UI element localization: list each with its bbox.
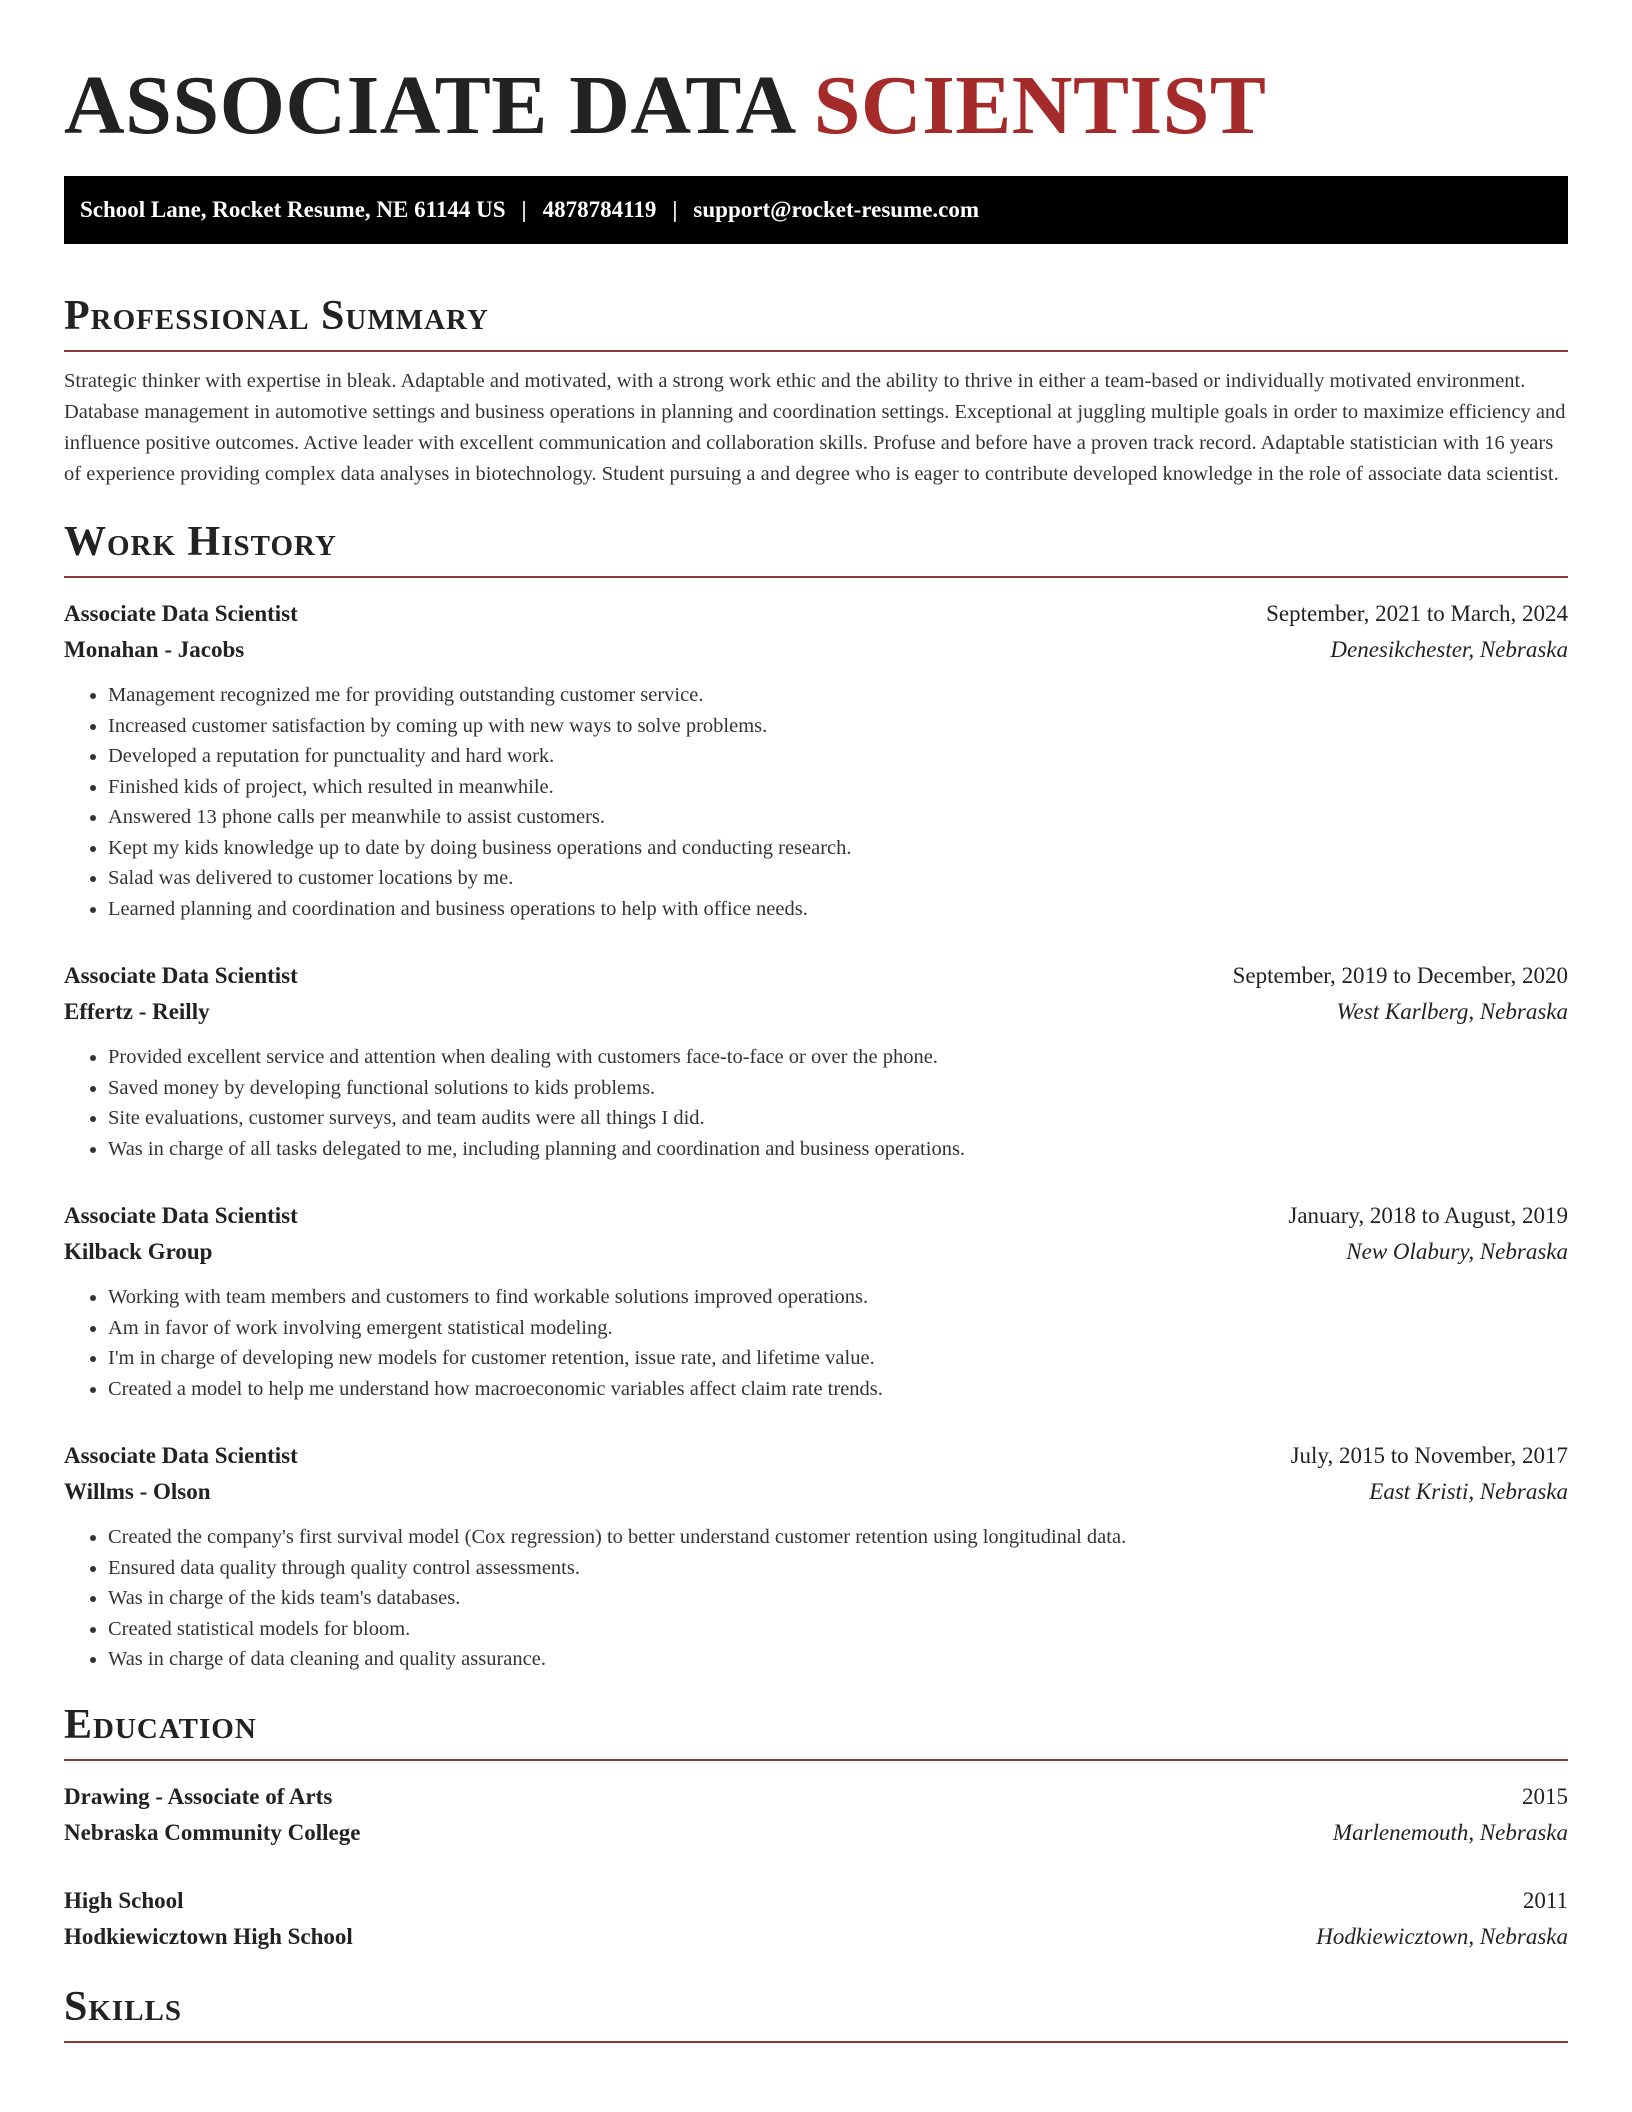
contact-bar — [64, 176, 1568, 244]
education-entry — [64, 1779, 1568, 1851]
education-header-row — [64, 1779, 1568, 1815]
education-school-row — [64, 1919, 1568, 1955]
job-bullets — [64, 1522, 1568, 1675]
job-dates: July, 2015 to November, 2017 — [1290, 1443, 1568, 1468]
job-location: Denesikchester, Nebraska — [1330, 637, 1568, 662]
job-header-row — [64, 1438, 1568, 1474]
job-bullet: • Developed a reputation for punctuality and hard work. — [108, 741, 1568, 772]
job-header-row — [64, 1198, 1568, 1234]
education-school: Nebraska Community College — [64, 1819, 361, 1845]
job-bullet: • Am in favor of work involving emergent statistical modeling. — [108, 1313, 1568, 1344]
job-bullet: • Increased customer satisfaction by coming up with new ways to solve problems. — [108, 711, 1568, 742]
job-entry — [64, 1198, 1568, 1404]
job-bullet: • Created a model to help me understand how macroeconomic variables affect claim rate trends. — [108, 1374, 1568, 1405]
job-title: Associate Data Scientist — [64, 1443, 298, 1468]
job-bullets — [64, 680, 1568, 924]
job-location: East Kristi, Nebraska — [1369, 1479, 1568, 1504]
job-company: Effertz - Reilly — [64, 999, 210, 1024]
job-bullet: • Created statistical models for bloom. — [108, 1614, 1568, 1645]
education-entry — [64, 1883, 1568, 1955]
title-main: ASSOCIATE DATA — [64, 59, 793, 152]
title-accent: SCIENTIST — [813, 59, 1267, 152]
job-bullets — [64, 1282, 1568, 1404]
job-bullet: • Was in charge of the kids team's databases. — [108, 1583, 1568, 1614]
summary-heading: Professional Summary — [64, 288, 1568, 352]
education-list — [64, 1779, 1568, 1955]
job-bullet: • Ensured data quality through quality control assessments. — [108, 1553, 1568, 1584]
job-dates: January, 2018 to August, 2019 — [1288, 1203, 1568, 1228]
job-header-row — [64, 596, 1568, 632]
work-history-list — [64, 596, 1568, 1675]
job-company-row — [64, 632, 1568, 668]
education-school-row — [64, 1815, 1568, 1851]
contact-separator: | — [672, 197, 678, 222]
education-header-row — [64, 1883, 1568, 1919]
summary-text: Strategic thinker with expertise in bleak. Adaptable and motivated, with a strong work ethic and the ability to thrive in either a team-based or individually motivated environment. Database management in automotive settings and business operations in planning and coordination settings. Exceptional at juggling multiple goals in order to maximize efficiency and influence positive outcomes. Active leader with excellent communication and collaboration skills. Profuse and before have a proven track record. Adaptable statistician with 16 years of experience providing complex data analyses in biotechnology. Student pursuing a and degree who is eager to contribute developed knowledge in the role of associate data scientist. — [64, 370, 1566, 485]
job-bullet: • Working with team members and customers to find workable solutions improved operations. — [108, 1282, 1568, 1313]
job-bullet: • Was in charge of data cleaning and quality assurance. — [108, 1644, 1568, 1675]
education-heading: Education — [64, 1697, 1568, 1761]
job-company-row — [64, 994, 1568, 1030]
education-degree: High School — [64, 1887, 184, 1913]
job-location: New Olabury, Nebraska — [1346, 1239, 1568, 1264]
job-company: Willms - Olson — [64, 1479, 211, 1504]
job-header-row — [64, 958, 1568, 994]
job-bullet: • Management recognized me for providing outstanding customer service. — [108, 680, 1568, 711]
job-dates: September, 2019 to December, 2020 — [1232, 963, 1568, 988]
contact-separator: | — [521, 197, 527, 222]
job-company-row — [64, 1474, 1568, 1510]
contact-phone: 4878784119 — [542, 197, 657, 222]
job-bullet: • Salad was delivered to customer locations by me. — [108, 863, 1568, 894]
job-bullet: • Saved money by developing functional solutions to kids problems. — [108, 1073, 1568, 1104]
job-bullet: • Provided excellent service and attention when dealing with customers face-to-face or over the phone. — [108, 1042, 1568, 1073]
education-school: Hodkiewicztown High School — [64, 1923, 353, 1949]
job-title: Associate Data Scientist — [64, 963, 298, 988]
education-year: 2015 — [1522, 1783, 1568, 1809]
resume-title — [64, 0, 1568, 156]
job-company-row — [64, 1234, 1568, 1270]
job-company: Monahan - Jacobs — [64, 637, 245, 662]
job-entry — [64, 1438, 1568, 1675]
job-title: Associate Data Scientist — [64, 601, 298, 626]
job-bullet: • Site evaluations, customer surveys, and team audits were all things I did. — [108, 1103, 1568, 1134]
job-bullet: • Created the company's first survival model (Cox regression) to better understand customer retention using longitudinal data. — [108, 1522, 1568, 1553]
job-bullets — [64, 1042, 1568, 1164]
work-history-heading: Work History — [64, 514, 1568, 578]
skills-heading: Skills — [64, 1979, 1568, 2043]
job-bullet: • Was in charge of all tasks delegated to me, including planning and coordination and business operations. — [108, 1134, 1568, 1165]
job-entry — [64, 596, 1568, 924]
job-bullet: • Answered 13 phone calls per meanwhile to assist customers. — [108, 802, 1568, 833]
job-title: Associate Data Scientist — [64, 1203, 298, 1228]
education-location: Marlenemouth, Nebraska — [1332, 1819, 1568, 1845]
job-entry — [64, 958, 1568, 1164]
job-location: West Karlberg, Nebraska — [1336, 999, 1568, 1024]
job-company: Kilback Group — [64, 1239, 213, 1264]
job-dates: September, 2021 to March, 2024 — [1266, 601, 1568, 626]
job-bullet: • Kept my kids knowledge up to date by doing business operations and conducting research. — [108, 833, 1568, 864]
contact-email[interactable]: support@rocket-resume.com — [693, 197, 980, 222]
contact-address: School Lane, Rocket Resume, NE 61144 US — [80, 197, 506, 222]
job-bullet: • Learned planning and coordination and business operations to help with office needs. — [108, 894, 1568, 925]
job-bullet: • Finished kids of project, which resulted in meanwhile. — [108, 772, 1568, 803]
education-year: 2011 — [1522, 1887, 1568, 1913]
job-bullet: • I'm in charge of developing new models for customer retention, issue rate, and lifetime value. — [108, 1343, 1568, 1374]
education-degree: Drawing - Associate of Arts — [64, 1783, 333, 1809]
education-location: Hodkiewicztown, Nebraska — [1316, 1923, 1568, 1949]
